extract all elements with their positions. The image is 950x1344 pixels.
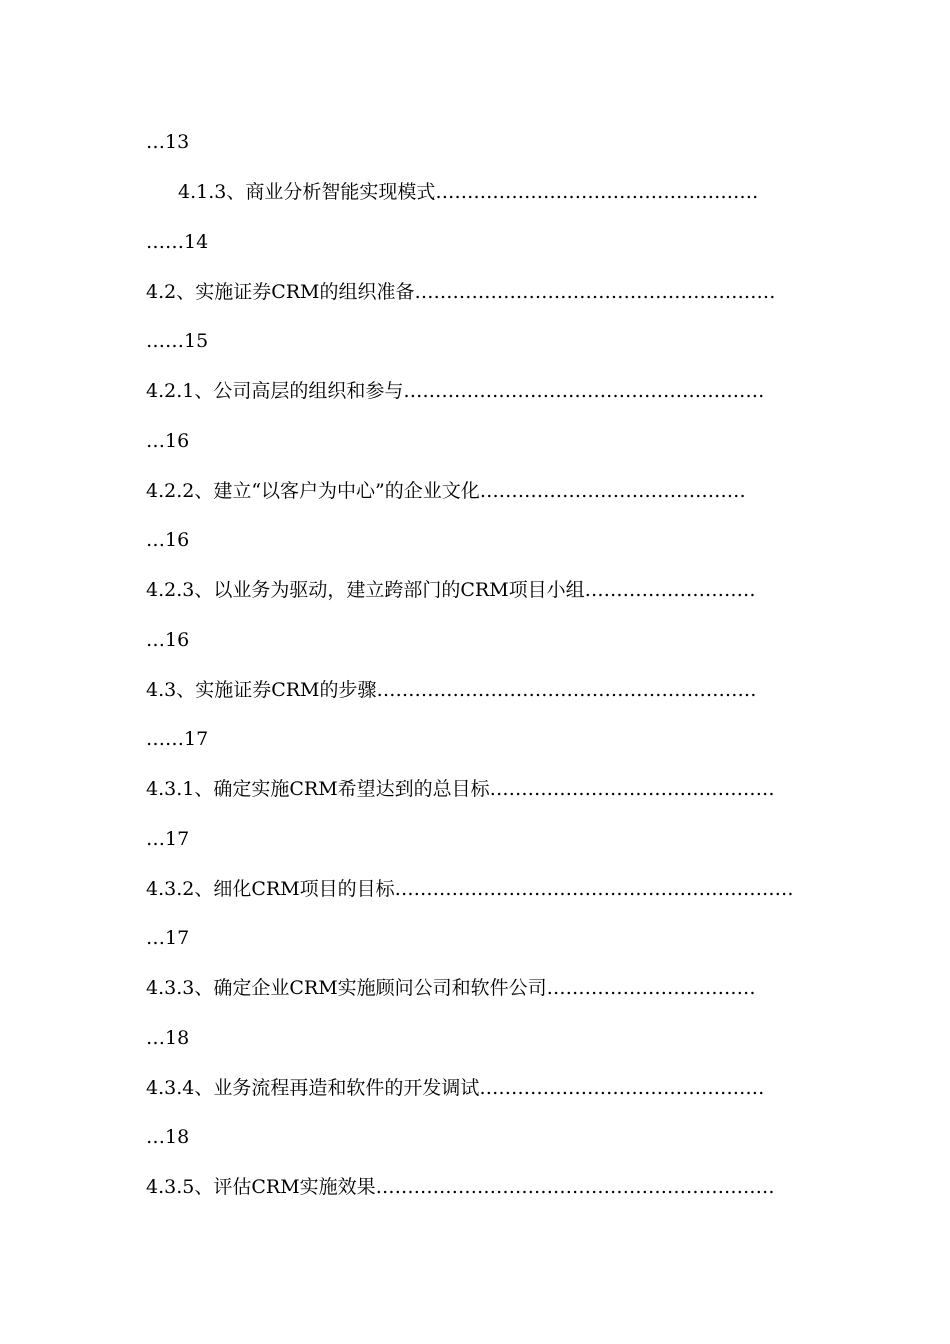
toc-page-number: ……17 [146,728,209,750]
toc-entry-4-2-1: 4.2.1、公司高层的组织和参与………………………………………………… [146,380,765,402]
toc-entry-4-1-3: 4.1.3、商业分析智能实现模式…………………………………………… [178,181,759,203]
toc-page-number: …13 [146,131,190,153]
toc-page-number: …16 [146,430,190,452]
toc-page-number: …16 [146,629,190,651]
toc-page-number: ……14 [146,231,209,253]
toc-page-number: …18 [146,1126,190,1148]
toc-entry-4-3-1: 4.3.1、确定实施CRM希望达到的总目标……………………………………… [146,778,775,800]
toc-entry-4-2-2: 4.2.2、建立“以客户为中心”的企业文化…………………………………… [146,480,746,502]
toc-page-number: …17 [146,927,190,949]
toc-entry-4-2-3: 4.2.3、以业务为驱动，建立跨部门的CRM项目小组……………………… [146,579,756,601]
toc-entry-4-3-2: 4.3.2、细化CRM项目的目标……………………………………………………… [146,878,794,900]
toc-entry-4-2: 4.2、实施证券CRM的组织准备………………………………………………… [146,281,776,303]
toc-entry-4-3-4: 4.3.4、业务流程再造和软件的开发调试……………………………………… [146,1077,765,1099]
toc-page-number: …18 [146,1027,190,1049]
toc-page-number: ……15 [146,330,209,352]
toc-page-number: …16 [146,529,190,551]
toc-entry-4-3: 4.3、实施证券CRM的步骤…………………………………………………… [146,679,757,701]
toc-entry-4-3-3: 4.3.3、确定企业CRM实施顾问公司和软件公司…………………………… [146,977,756,999]
toc-entry-4-3-5: 4.3.5、评估CRM实施效果……………………………………………………… [146,1176,775,1198]
toc-page-number: …17 [146,828,190,850]
